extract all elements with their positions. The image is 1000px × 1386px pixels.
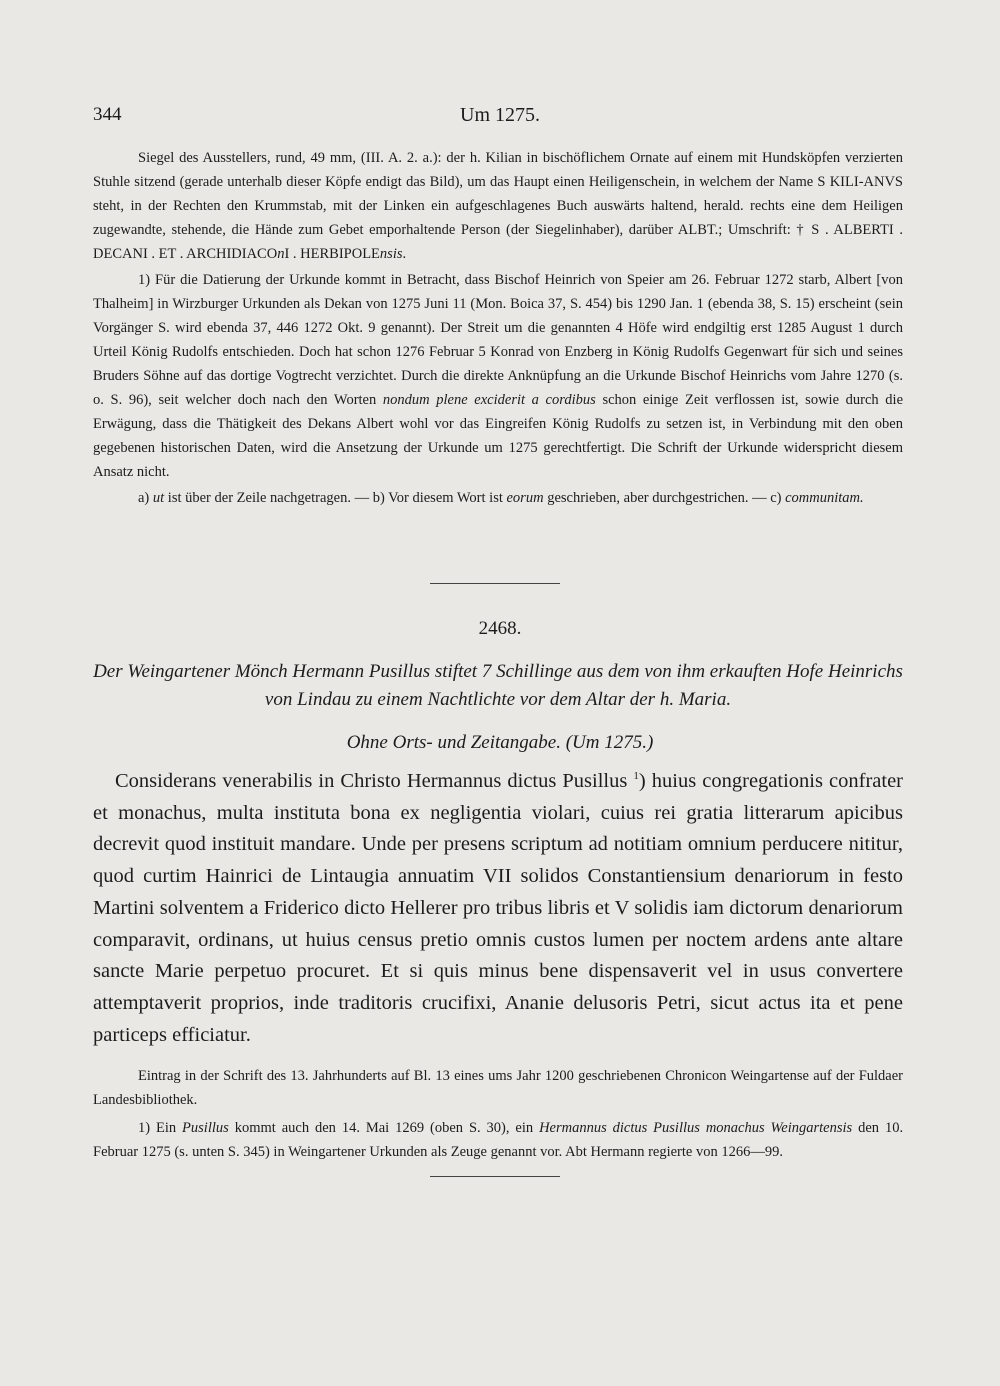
footnote-pusillus: 1) Ein Pusillus kommt auch den 14. Mai 1269 (oben S. 30), ein Hermannus dictus Pusillus monachus Weingartensis den 10. Februar 1275 (s. unten S. 345) in Weingartener Urkunden als Zeuge genannt vor. Abt Hermann regierte von 1266—99. xyxy=(93,1120,904,1160)
separator-rule xyxy=(430,583,560,584)
source-note: Eintrag in der Schrift des 13. Jahrhunderts auf Bl. 13 eines ums Jahr 1200 geschriebenen Chronicon Weingartense auf der Fuldaer Landesbibliothek. xyxy=(93,1068,903,1108)
running-title: Um 1275. xyxy=(460,104,540,126)
document-text xyxy=(93,766,903,1051)
latin-paragraph: Considerans venerabilis in Christo Hermannus dictus Pusillus $^1$) huius congregationis confrater et monachus, multa instituta bona ex negligentia violari, cuius rei gratia litterarum apicibus decrevit quod instituit mandare. Unde per presens scriptum ad notitiam omnium perducere nititur, quod curtim Hainrici de Lintaugia annuatim VII solidos Constantiensium denariorum in festo Martini solventem a Friderico dicto Hellerer pro tribus libris et V solidis iam dictorum denariorum comparavit, ordinans, ut huius census pretio omnis custos lumen per noctem ardens ante altare sancte Marie perpetuo procuret. Et si quis minus bene dispensaverit vel in usus convertere attemptaverit proprios, inde traditoris crucifixi, Ananie delusoris Petri, sicut actus ita et pene particeps efficiatur. xyxy=(93,770,904,1046)
page-number: 344 xyxy=(93,104,122,125)
notes-bottom xyxy=(93,1064,903,1164)
page-header xyxy=(0,104,1000,134)
notes-top xyxy=(93,146,903,510)
separator-rule-bottom xyxy=(430,1176,560,1177)
document-number: 2468. xyxy=(478,618,522,639)
document-regest: Der Weingartener Mönch Hermann Pusillus stiftet 7 Schillinge aus dem von ihm erkauften Hofe Heinrichs von Lindau zu einem Nachtlichte vor dem Altar der h. Maria. xyxy=(93,661,903,710)
seal-description: Siegel des Ausstellers, rund, 49 mm, (III. A. 2. a.): der h. Kilian in bischöflichem Ornate auf einem mit Hundsköpfen verzierten Stuhle sitzend (gerade unterhalb dieser Köpfe endigt das Bild), um das Haupt einen Heiligenschein, in welchem der Name S KILI-ANVS steht, in der Rechten den Krummstab, mit der Linken ein aufgeschlagenes Buch auswärts haltend, herald. rechts eine dem Heiligen zugewandte, stehende, die Hände zum Gebet emporhaltende Person (der Siegelinhaber), darüber ALBT.; Umschrift: † S . ALBERTI . DECANI . ET . ARCHIDIACOnI . HERBIPOLEnsis. xyxy=(93,150,903,262)
footnote-marker: 1 xyxy=(633,770,639,783)
footnote-dating: 1) Für die Datierung der Urkunde kommt in Betracht, dass Bischof Heinrich von Speier am 26. Februar 1272 starb, Albert [von Thalheim] in Wirzburger Urkunden als Dekan von 1275 Juni 11 (Mon. Boica 37, S. 454) bis 1290 Jan. 1 (ebenda 38, S. 15) erscheint (sein Vorgänger S. wird ebenda 37, 446 1272 Okt. 9 genannt). Der Streit um die genannten 4 Höfe wird endgiltig erst 1285 August 1 durch Urteil König Rudolfs entschieden. Doch hat schon 1276 Februar 5 Konrad von Enzberg in König Rudolfs Gegenwart für sich und seines Bruders Söhne auf das dortige Vogtrecht verzichtet. Durch die direkte Anknüpfung an die Urkunde Bischof Heinrichs vom Jahre 1270 (s. o. S. 96), seit welcher doch nach den Worten nondum plene exciderit a cordibus schon einige Zeit verflossen ist, sowie durch die Erwägung, dass die Thätigkeit des Dekans Albert wohl vor das Eingreifen König Rudolfs zu setzen ist, in Verbindung mit den oben gegebenen historischen Daten, wird die Ansetzung der Urkunde um 1275 gerechtfertigt. Die Schrift der Urkunde widerspricht diesem Ansatz nicht. xyxy=(93,272,904,480)
variant-notes: a) ut ist über der Zeile nachgetragen. — b) Vor diesem Wort ist eorum geschrieben, aber durchgestrichen. — c) communitam. xyxy=(138,490,864,506)
document-dating: Ohne Orts- und Zeitangabe. (Um 1275.) xyxy=(346,732,654,753)
